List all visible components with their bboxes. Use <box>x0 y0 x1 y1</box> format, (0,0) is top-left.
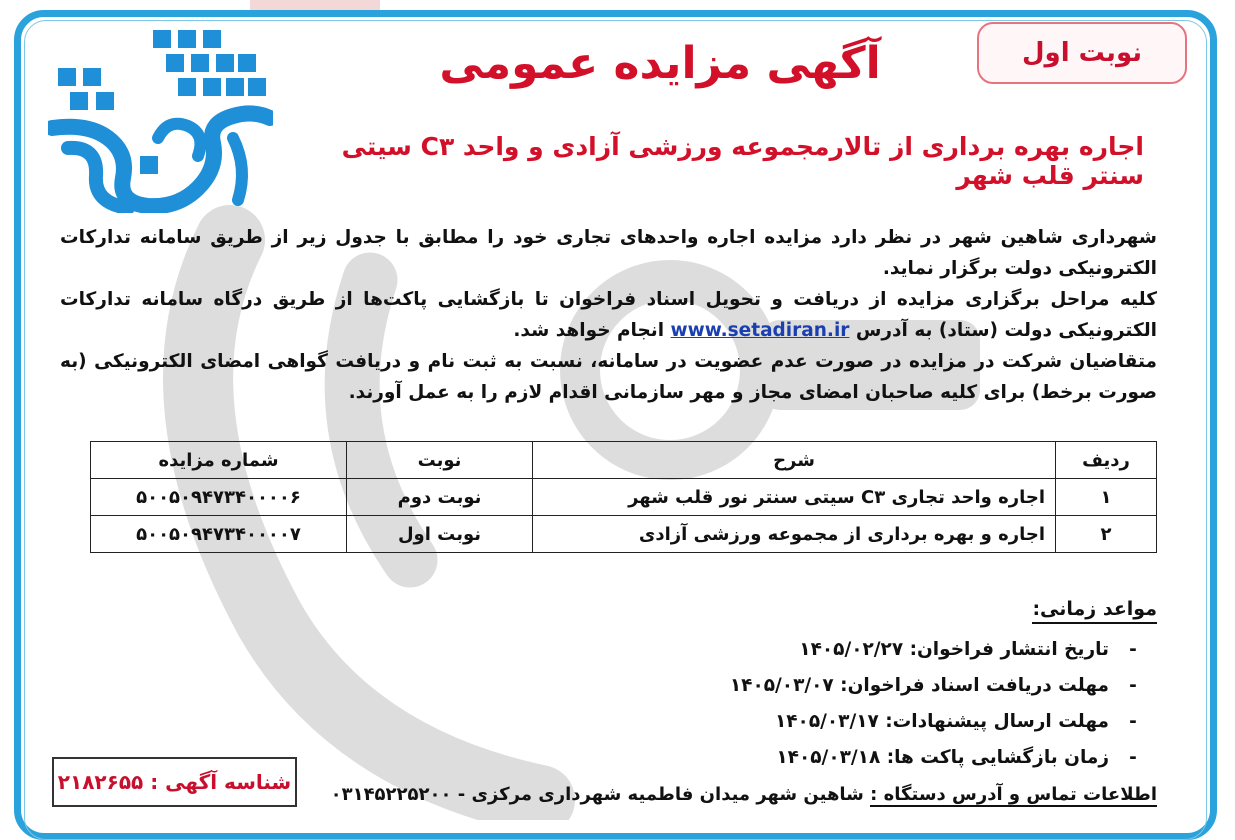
paragraph-procedure-text: کلیه مراحل برگزاری مزایده از دریافت و تحویل اسناد فراخوان تا بازگشایی پاکت‌ها از طریق درگاه سامانه تدارکات الکترونیکی دولت (ستاد) به آدرس <box>60 289 1157 341</box>
table-row <box>91 516 1157 553</box>
cell-description: اجاره و بهره برداری از مجموعه ورزشی آزادی <box>533 516 1056 553</box>
cell-row-number: ۲ <box>1056 516 1157 553</box>
header-auction-number: شماره مزایده <box>91 442 347 479</box>
table-header-row <box>91 442 1157 479</box>
paragraph-intro: شهرداری شاهین شهر در نظر دارد مزایده اجاره واحدهای تجاری خود را مطابق با جدول زیر از طریق سامانه تدارکات الکترونیکی دولت برگزار نماید. <box>60 227 1157 279</box>
cell-auction-number: ۵۰۰۵۰۹۴۷۳۴۰۰۰۰۶ <box>91 479 347 516</box>
cell-description: اجاره واحد تجاری C۳ سیتی سنتر نور قلب شهر <box>533 479 1056 516</box>
cell-round: نوبت دوم <box>347 479 533 516</box>
paragraph-procedure <box>60 284 1157 346</box>
deadlines-title: مواعد زمانی: <box>1032 598 1157 624</box>
round-badge: نوبت اول <box>977 22 1187 84</box>
deadline-text: زمان بازگشایی پاکت ها: ۱۴۰۵/۰۳/۱۸ <box>776 747 1109 768</box>
deadline-text: مهلت دریافت اسناد فراخوان: ۱۴۰۵/۰۳/۰۷ <box>729 675 1109 696</box>
list-item <box>730 740 1157 776</box>
header-round: نوبت <box>347 442 533 479</box>
header-description: شرح <box>533 442 1056 479</box>
contact-value: شاهین شهر میدان فاطمیه شهرداری مرکزی - ۰۳۱۴۵۲۲۵۲۰۰ <box>330 784 864 805</box>
deadline-text: تاریخ انتشار فراخوان: ۱۴۰۵/۰۲/۲۷ <box>799 639 1109 660</box>
table-row <box>91 479 1157 516</box>
deadline-text: مهلت ارسال پیشنهادات: ۱۴۰۵/۰۳/۱۷ <box>774 711 1109 732</box>
header-row-number: ردیف <box>1056 442 1157 479</box>
list-item <box>730 632 1157 668</box>
page-title: آگهی مزایده عمومی <box>439 38 881 89</box>
auction-table <box>90 441 1157 553</box>
bullet-dash: - <box>1129 711 1137 732</box>
cell-round: نوبت اول <box>347 516 533 553</box>
bullet-dash: - <box>1129 675 1137 696</box>
list-item <box>730 668 1157 704</box>
cell-auction-number: ۵۰۰۵۰۹۴۷۳۴۰۰۰۰۷ <box>91 516 347 553</box>
setadiran-link[interactable]: www.setadiran.ir <box>670 320 850 341</box>
shahin-shahr-logo-icon <box>48 28 273 213</box>
contact-info <box>331 784 1157 805</box>
paragraph-procedure-end: انجام خواهد شد. <box>513 320 665 341</box>
list-item <box>730 704 1157 740</box>
contact-label: اطلاعات تماس و آدرس دستگاه : <box>870 784 1157 805</box>
cell-row-number: ۱ <box>1056 479 1157 516</box>
announcement-body <box>60 222 1157 408</box>
page-subtitle: اجاره بهره برداری از تالارمجموعه ورزشی آزادی و واحد C۳ سیتی سنتر قلب شهر <box>341 132 1144 190</box>
bullet-dash: - <box>1129 639 1137 660</box>
bullet-dash: - <box>1129 747 1137 768</box>
ad-id-box: شناسه آگهی : ۲۱۸۲۶۵۵ <box>52 757 297 807</box>
paragraph-applicants: متقاضیان شرکت در مزایده در صورت عدم عضویت در سامانه، نسبت به ثبت نام و دریافت گواهی امضای الکترونیکی (به صورت برخط) برای کلیه صاحبان امضای مجاز و مهر سازمانی اقدام لازم را به عمل آورند. <box>60 351 1157 403</box>
deadlines-list <box>730 632 1157 776</box>
